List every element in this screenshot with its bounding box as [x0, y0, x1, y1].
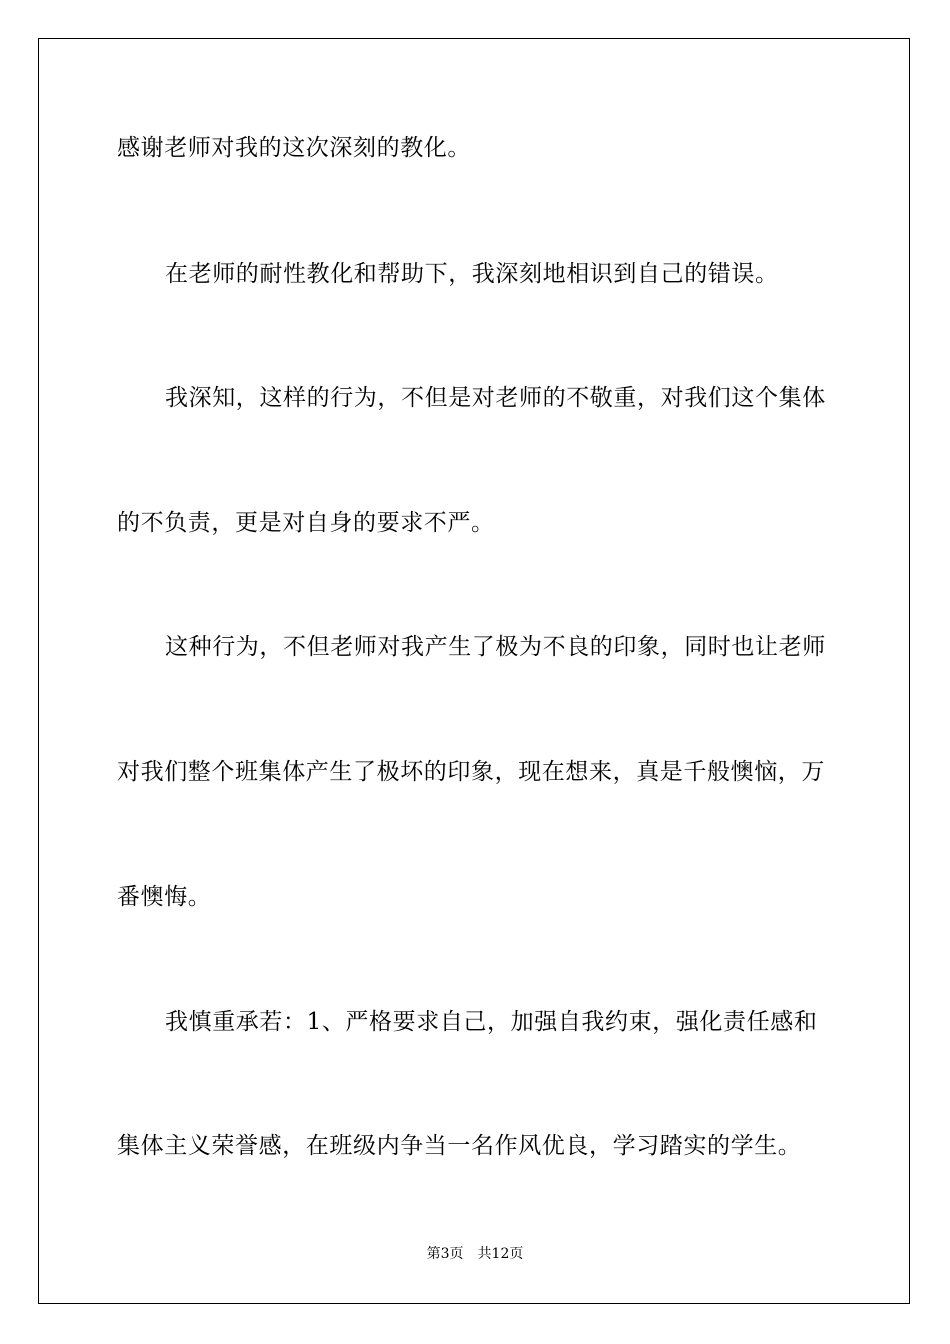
page-footer [0, 1244, 950, 1264]
paragraph-start-line: 这种行为，不但老师对我产生了极为不良的印象，同时也让老师 [165, 634, 826, 660]
current-page-number: 第3页 [426, 1246, 464, 1262]
page-border [38, 38, 910, 1304]
paragraph-start-line: 在老师的耐性教化和帮助下，我深刻地相识到自己的错误。 [165, 261, 779, 287]
text-line: 感谢老师对我的这次深刻的教化。 [117, 135, 471, 161]
text-line: 对我们整个班集体产生了极坏的印象，现在想来，真是千般懊恼，万 [117, 759, 825, 785]
paragraph-start-line: 我深知，这样的行为，不但是对老师的不敬重，对我们这个集体 [165, 385, 826, 411]
text-line: 集体主义荣誉感，在班级内争当一名作风优良，学习踏实的学生。 [117, 1133, 802, 1159]
text-line: 的不负责，更是对自身的要求不严。 [117, 510, 495, 536]
text-line: 番懊悔。 [117, 884, 212, 910]
total-pages: 共12页 [477, 1246, 524, 1262]
paragraph-start-line: 我慎重承若：1、严格要求自己，加强自我约束，强化责任感和 [165, 1009, 818, 1035]
